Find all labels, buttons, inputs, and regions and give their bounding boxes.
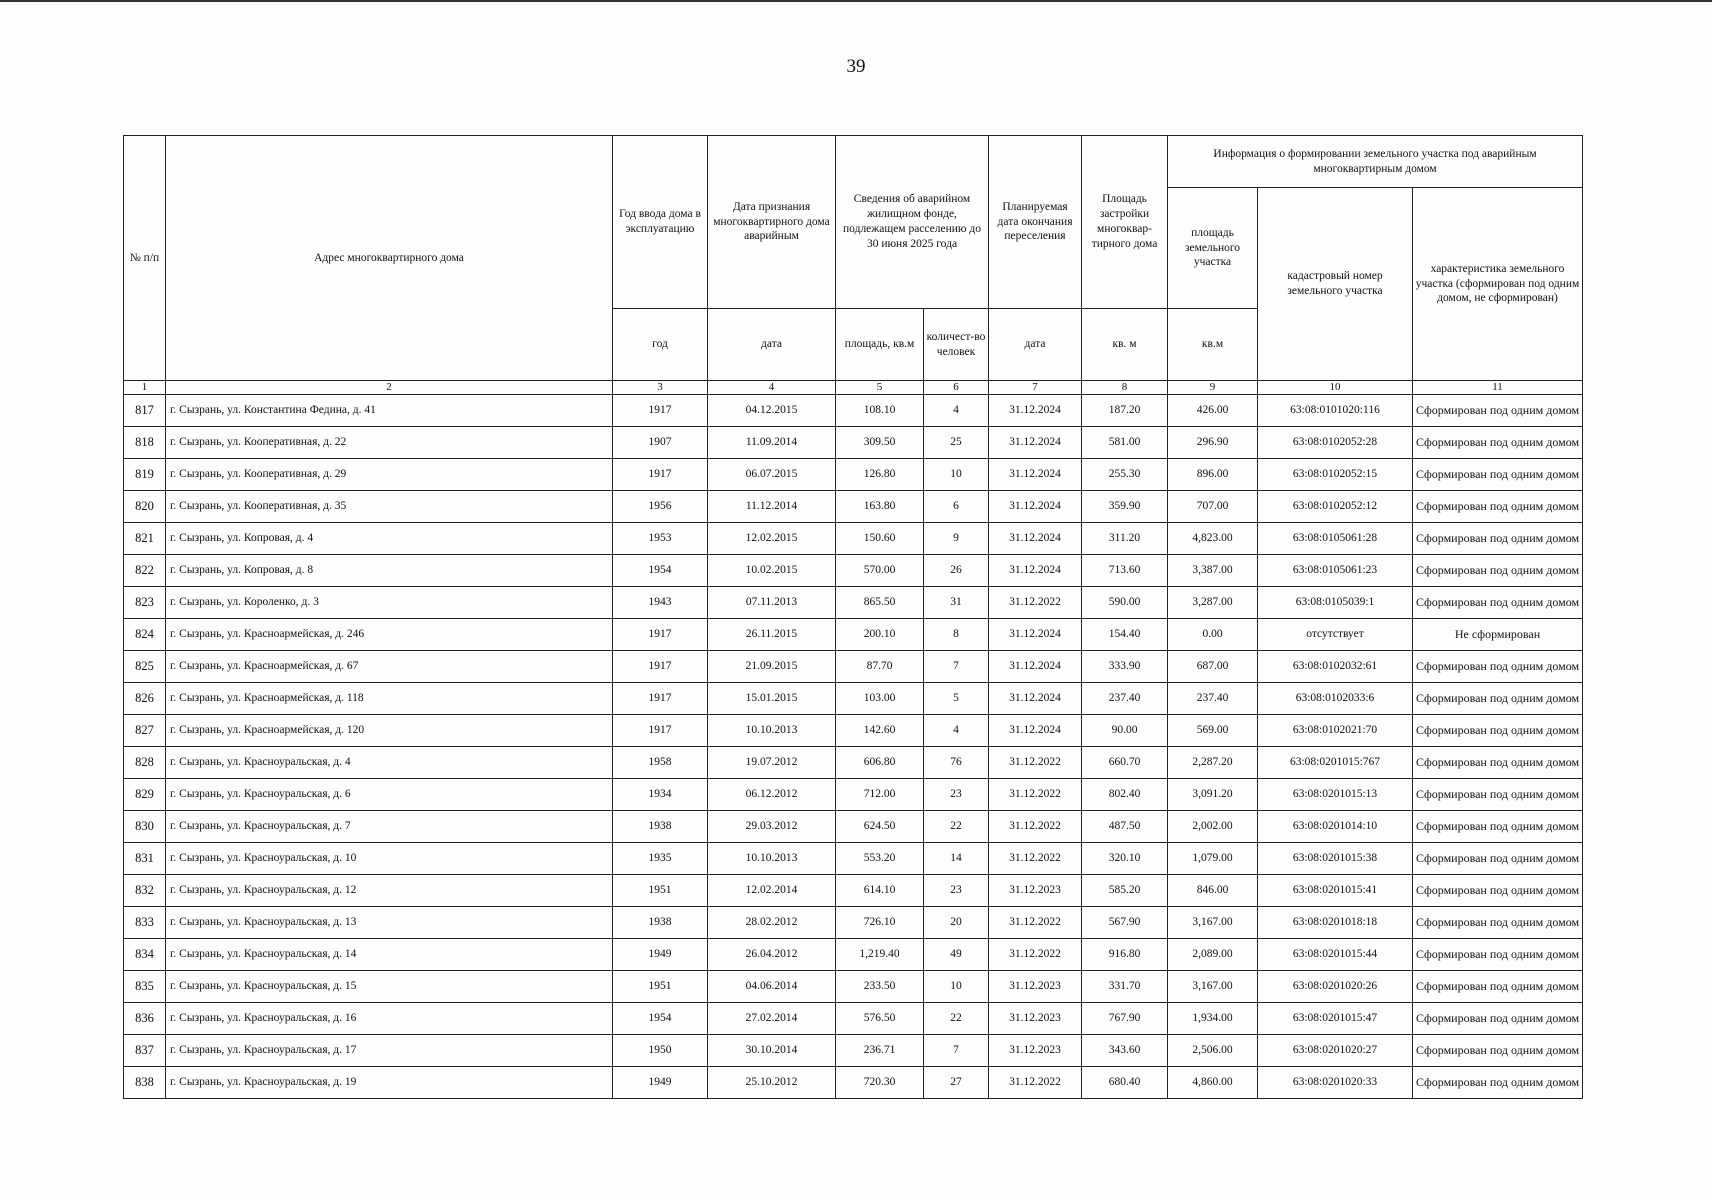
area-cell: 570.00 [836, 555, 924, 587]
address-cell: г. Сызрань, ул. Красноуральская, д. 10 [166, 843, 613, 875]
built-area-cell: 90.00 [1082, 715, 1168, 747]
people-cell: 4 [924, 715, 989, 747]
table-row [124, 875, 1583, 907]
built-area-cell: 255.30 [1082, 459, 1168, 491]
planned-date-cell: 31.12.2022 [989, 779, 1082, 811]
area-cell: 150.60 [836, 523, 924, 555]
area-cell: 142.60 [836, 715, 924, 747]
address-cell: г. Сызрань, ул. Красноуральская, д. 4 [166, 747, 613, 779]
table-row [124, 683, 1583, 715]
table-row [124, 779, 1583, 811]
people-cell: 10 [924, 459, 989, 491]
planned-date-cell: 31.12.2024 [989, 523, 1082, 555]
planned-date-cell: 31.12.2024 [989, 715, 1082, 747]
header-built-area: Площадь застройки многоквар-тирного дома [1082, 136, 1168, 309]
land-char-cell: Сформирован под одним домом [1413, 715, 1583, 747]
column-number: 9 [1168, 381, 1258, 395]
people-cell: 25 [924, 427, 989, 459]
land-char-cell: Не сформирован [1413, 619, 1583, 651]
year-cell: 1950 [613, 1035, 708, 1067]
address-cell: г. Сызрань, ул. Красноармейская, д. 246 [166, 619, 613, 651]
year-cell: 1953 [613, 523, 708, 555]
year-cell: 1907 [613, 427, 708, 459]
built-area-cell: 331.70 [1082, 971, 1168, 1003]
built-area-cell: 320.10 [1082, 843, 1168, 875]
land-area-cell: 2,089.00 [1168, 939, 1258, 971]
row-number: 835 [124, 971, 166, 1003]
column-number: 3 [613, 381, 708, 395]
built-area-cell: 581.00 [1082, 427, 1168, 459]
table-row [124, 715, 1583, 747]
area-cell: 624.50 [836, 811, 924, 843]
planned-date-cell: 31.12.2024 [989, 395, 1082, 427]
row-number: 819 [124, 459, 166, 491]
year-cell: 1938 [613, 907, 708, 939]
row-number: 830 [124, 811, 166, 843]
area-cell: 236.71 [836, 1035, 924, 1067]
built-area-cell: 590.00 [1082, 587, 1168, 619]
table-row [124, 651, 1583, 683]
header-land-info: Информация о формировании земельного участка под аварийным многоквартирным домом [1168, 136, 1583, 188]
table-row [124, 459, 1583, 491]
people-cell: 20 [924, 907, 989, 939]
land-area-cell: 2,287.20 [1168, 747, 1258, 779]
row-number: 832 [124, 875, 166, 907]
year-cell: 1917 [613, 459, 708, 491]
cadastral-cell: 63:08:0102033:6 [1258, 683, 1413, 715]
cadastral-cell: отсутствует [1258, 619, 1413, 651]
recognition-date-cell: 15.01.2015 [708, 683, 836, 715]
recognition-date-cell: 12.02.2015 [708, 523, 836, 555]
planned-date-cell: 31.12.2024 [989, 427, 1082, 459]
recognition-date-cell: 11.12.2014 [708, 491, 836, 523]
people-cell: 10 [924, 971, 989, 1003]
land-char-cell: Сформирован под одним домом [1413, 395, 1583, 427]
header-unit-year: год [613, 309, 708, 381]
address-cell: г. Сызрань, ул. Копровая, д. 4 [166, 523, 613, 555]
people-cell: 14 [924, 843, 989, 875]
header-unit-date: дата [708, 309, 836, 381]
year-cell: 1949 [613, 939, 708, 971]
planned-date-cell: 31.12.2022 [989, 907, 1082, 939]
cadastral-cell: 63:08:0102032:61 [1258, 651, 1413, 683]
row-number: 836 [124, 1003, 166, 1035]
recognition-date-cell: 28.02.2012 [708, 907, 836, 939]
cadastral-cell: 63:08:0101020:116 [1258, 395, 1413, 427]
address-cell: г. Сызрань, ул. Кооперативная, д. 22 [166, 427, 613, 459]
emergency-housing-table [123, 135, 1583, 1099]
column-number: 10 [1258, 381, 1413, 395]
people-cell: 22 [924, 1003, 989, 1035]
recognition-date-cell: 27.02.2014 [708, 1003, 836, 1035]
table-row [124, 843, 1583, 875]
recognition-date-cell: 06.07.2015 [708, 459, 836, 491]
people-cell: 9 [924, 523, 989, 555]
area-cell: 200.10 [836, 619, 924, 651]
recognition-date-cell: 29.03.2012 [708, 811, 836, 843]
land-area-cell: 1,079.00 [1168, 843, 1258, 875]
address-cell: г. Сызрань, ул. Красноуральская, д. 13 [166, 907, 613, 939]
header-date-recognition: Дата признания многоквартирного дома аварийным [708, 136, 836, 309]
row-number: 827 [124, 715, 166, 747]
address-cell: г. Сызрань, ул. Красноармейская, д. 120 [166, 715, 613, 747]
cadastral-cell: 63:08:0201015:41 [1258, 875, 1413, 907]
built-area-cell: 487.50 [1082, 811, 1168, 843]
table-row [124, 939, 1583, 971]
recognition-date-cell: 04.06.2014 [708, 971, 836, 1003]
cadastral-cell: 63:08:0201015:38 [1258, 843, 1413, 875]
column-number: 11 [1413, 381, 1583, 395]
planned-date-cell: 31.12.2022 [989, 747, 1082, 779]
people-cell: 26 [924, 555, 989, 587]
planned-date-cell: 31.12.2022 [989, 811, 1082, 843]
people-cell: 6 [924, 491, 989, 523]
planned-date-cell: 31.12.2022 [989, 1067, 1082, 1099]
area-cell: 553.20 [836, 843, 924, 875]
row-number: 823 [124, 587, 166, 619]
land-char-cell: Сформирован под одним домом [1413, 683, 1583, 715]
recognition-date-cell: 10.02.2015 [708, 555, 836, 587]
area-cell: 87.70 [836, 651, 924, 683]
area-cell: 576.50 [836, 1003, 924, 1035]
column-number: 4 [708, 381, 836, 395]
header-year-input: Год ввода дома в эксплуатацию [613, 136, 708, 309]
planned-date-cell: 31.12.2024 [989, 683, 1082, 715]
row-number: 829 [124, 779, 166, 811]
recognition-date-cell: 19.07.2012 [708, 747, 836, 779]
cadastral-cell: 63:08:0201018:18 [1258, 907, 1413, 939]
land-char-cell: Сформирован под одним домом [1413, 651, 1583, 683]
row-number: 818 [124, 427, 166, 459]
address-cell: г. Сызрань, ул. Константина Федина, д. 41 [166, 395, 613, 427]
header-unit-people: количест-во человек [924, 309, 989, 381]
year-cell: 1938 [613, 811, 708, 843]
planned-date-cell: 31.12.2024 [989, 459, 1082, 491]
built-area-cell: 311.20 [1082, 523, 1168, 555]
land-area-cell: 2,506.00 [1168, 1035, 1258, 1067]
planned-date-cell: 31.12.2024 [989, 555, 1082, 587]
land-char-cell: Сформирован под одним домом [1413, 843, 1583, 875]
cadastral-cell: 63:08:0201015:44 [1258, 939, 1413, 971]
planned-date-cell: 31.12.2023 [989, 1035, 1082, 1067]
header-land-char: характеристика земельного участка (сформирован под одним домом, не сформирован) [1413, 188, 1583, 381]
built-area-cell: 359.90 [1082, 491, 1168, 523]
year-cell: 1951 [613, 971, 708, 1003]
land-char-cell: Сформирован под одним домом [1413, 875, 1583, 907]
area-cell: 163.80 [836, 491, 924, 523]
area-cell: 726.10 [836, 907, 924, 939]
year-cell: 1951 [613, 875, 708, 907]
row-number: 828 [124, 747, 166, 779]
header-unit-date2: дата [989, 309, 1082, 381]
land-area-cell: 426.00 [1168, 395, 1258, 427]
area-cell: 233.50 [836, 971, 924, 1003]
row-number: 821 [124, 523, 166, 555]
cadastral-cell: 63:08:0201014:10 [1258, 811, 1413, 843]
cadastral-cell: 63:08:0102052:15 [1258, 459, 1413, 491]
land-char-cell: Сформирован под одним домом [1413, 523, 1583, 555]
area-cell: 309.50 [836, 427, 924, 459]
recognition-date-cell: 26.04.2012 [708, 939, 836, 971]
row-number: 822 [124, 555, 166, 587]
year-cell: 1935 [613, 843, 708, 875]
table-row [124, 1067, 1583, 1099]
column-number: 5 [836, 381, 924, 395]
table-body [124, 395, 1583, 1099]
table-row [124, 619, 1583, 651]
people-cell: 31 [924, 587, 989, 619]
header-unit-sqm2: кв.м [1168, 309, 1258, 381]
cadastral-cell: 63:08:0105061:23 [1258, 555, 1413, 587]
page-number: 39 [846, 56, 866, 77]
address-cell: г. Сызрань, ул. Красноуральская, д. 15 [166, 971, 613, 1003]
page-top-border [0, 0, 1712, 2]
area-cell: 865.50 [836, 587, 924, 619]
area-cell: 614.10 [836, 875, 924, 907]
people-cell: 8 [924, 619, 989, 651]
people-cell: 4 [924, 395, 989, 427]
address-cell: г. Сызрань, ул. Красноуральская, д. 6 [166, 779, 613, 811]
row-number: 831 [124, 843, 166, 875]
cadastral-cell: 63:08:0102052:28 [1258, 427, 1413, 459]
header-emergency-info: Сведения об аварийном жилищном фонде, подлежащем расселению до 30 июня 2025 года [836, 136, 989, 309]
address-cell: г. Сызрань, ул. Красноуральская, д. 19 [166, 1067, 613, 1099]
cadastral-cell: 63:08:0105039:1 [1258, 587, 1413, 619]
built-area-cell: 567.90 [1082, 907, 1168, 939]
people-cell: 22 [924, 811, 989, 843]
row-number: 817 [124, 395, 166, 427]
people-cell: 7 [924, 651, 989, 683]
people-cell: 23 [924, 779, 989, 811]
recognition-date-cell: 06.12.2012 [708, 779, 836, 811]
recognition-date-cell: 30.10.2014 [708, 1035, 836, 1067]
land-area-cell: 3,287.00 [1168, 587, 1258, 619]
table-row [124, 907, 1583, 939]
cadastral-cell: 63:08:0102052:12 [1258, 491, 1413, 523]
land-char-cell: Сформирован под одним домом [1413, 747, 1583, 779]
land-char-cell: Сформирован под одним домом [1413, 555, 1583, 587]
land-char-cell: Сформирован под одним домом [1413, 427, 1583, 459]
column-number: 6 [924, 381, 989, 395]
area-cell: 103.00 [836, 683, 924, 715]
recognition-date-cell: 10.10.2013 [708, 715, 836, 747]
area-cell: 108.10 [836, 395, 924, 427]
land-char-cell: Сформирован под одним домом [1413, 907, 1583, 939]
cadastral-cell: 63:08:0201020:33 [1258, 1067, 1413, 1099]
land-area-cell: 3,387.00 [1168, 555, 1258, 587]
column-numbers-row [124, 381, 1583, 395]
land-area-cell: 707.00 [1168, 491, 1258, 523]
table-row [124, 523, 1583, 555]
recognition-date-cell: 25.10.2012 [708, 1067, 836, 1099]
row-number: 837 [124, 1035, 166, 1067]
table-row [124, 1003, 1583, 1035]
built-area-cell: 333.90 [1082, 651, 1168, 683]
planned-date-cell: 31.12.2023 [989, 1003, 1082, 1035]
recognition-date-cell: 21.09.2015 [708, 651, 836, 683]
built-area-cell: 343.60 [1082, 1035, 1168, 1067]
table-row [124, 427, 1583, 459]
land-area-cell: 2,002.00 [1168, 811, 1258, 843]
header-unit-sqm: кв. м [1082, 309, 1168, 381]
row-number: 820 [124, 491, 166, 523]
recognition-date-cell: 07.11.2013 [708, 587, 836, 619]
row-number: 833 [124, 907, 166, 939]
land-char-cell: Сформирован под одним домом [1413, 1003, 1583, 1035]
year-cell: 1917 [613, 619, 708, 651]
table-row [124, 971, 1583, 1003]
address-cell: г. Сызрань, ул. Кооперативная, д. 29 [166, 459, 613, 491]
cadastral-cell: 63:08:0201015:767 [1258, 747, 1413, 779]
land-char-cell: Сформирован под одним домом [1413, 811, 1583, 843]
planned-date-cell: 31.12.2022 [989, 587, 1082, 619]
built-area-cell: 660.70 [1082, 747, 1168, 779]
area-cell: 712.00 [836, 779, 924, 811]
table-row [124, 811, 1583, 843]
land-area-cell: 0.00 [1168, 619, 1258, 651]
planned-date-cell: 31.12.2022 [989, 843, 1082, 875]
land-area-cell: 896.00 [1168, 459, 1258, 491]
land-area-cell: 3,091.20 [1168, 779, 1258, 811]
year-cell: 1958 [613, 747, 708, 779]
people-cell: 23 [924, 875, 989, 907]
land-area-cell: 237.40 [1168, 683, 1258, 715]
row-number: 826 [124, 683, 166, 715]
address-cell: г. Сызрань, ул. Красноуральская, д. 7 [166, 811, 613, 843]
built-area-cell: 187.20 [1082, 395, 1168, 427]
address-cell: г. Сызрань, ул. Красноуральская, д. 17 [166, 1035, 613, 1067]
address-cell: г. Сызрань, ул. Красноармейская, д. 118 [166, 683, 613, 715]
year-cell: 1917 [613, 651, 708, 683]
built-area-cell: 154.40 [1082, 619, 1168, 651]
recognition-date-cell: 26.11.2015 [708, 619, 836, 651]
planned-date-cell: 31.12.2024 [989, 619, 1082, 651]
header-cadastral: кадастровый номер земельного участка [1258, 188, 1413, 381]
recognition-date-cell: 10.10.2013 [708, 843, 836, 875]
year-cell: 1954 [613, 555, 708, 587]
built-area-cell: 916.80 [1082, 939, 1168, 971]
cadastral-cell: 63:08:0105061:28 [1258, 523, 1413, 555]
built-area-cell: 237.40 [1082, 683, 1168, 715]
row-number: 838 [124, 1067, 166, 1099]
area-cell: 606.80 [836, 747, 924, 779]
address-cell: г. Сызрань, ул. Красноуральская, д. 16 [166, 1003, 613, 1035]
row-number: 834 [124, 939, 166, 971]
cadastral-cell: 63:08:0201015:13 [1258, 779, 1413, 811]
table-row [124, 491, 1583, 523]
year-cell: 1943 [613, 587, 708, 619]
planned-date-cell: 31.12.2023 [989, 875, 1082, 907]
table-row [124, 555, 1583, 587]
land-area-cell: 3,167.00 [1168, 971, 1258, 1003]
land-char-cell: Сформирован под одним домом [1413, 491, 1583, 523]
land-area-cell: 296.90 [1168, 427, 1258, 459]
people-cell: 49 [924, 939, 989, 971]
header-unit-area: площадь, кв.м [836, 309, 924, 381]
table-row [124, 587, 1583, 619]
built-area-cell: 713.60 [1082, 555, 1168, 587]
address-cell: г. Сызрань, ул. Кооперативная, д. 35 [166, 491, 613, 523]
year-cell: 1956 [613, 491, 708, 523]
planned-date-cell: 31.12.2024 [989, 651, 1082, 683]
column-number: 2 [166, 381, 613, 395]
header-land-area: площадь земельного участка [1168, 188, 1258, 309]
land-area-cell: 3,167.00 [1168, 907, 1258, 939]
year-cell: 1917 [613, 715, 708, 747]
header-planned-date: Планируемая дата окончания переселения [989, 136, 1082, 309]
planned-date-cell: 31.12.2022 [989, 939, 1082, 971]
land-char-cell: Сформирован под одним домом [1413, 939, 1583, 971]
table-row [124, 747, 1583, 779]
recognition-date-cell: 04.12.2015 [708, 395, 836, 427]
planned-date-cell: 31.12.2023 [989, 971, 1082, 1003]
cadastral-cell: 63:08:0201020:26 [1258, 971, 1413, 1003]
land-char-cell: Сформирован под одним домом [1413, 1035, 1583, 1067]
land-char-cell: Сформирован под одним домом [1413, 971, 1583, 1003]
people-cell: 76 [924, 747, 989, 779]
address-cell: г. Сызрань, ул. Короленко, д. 3 [166, 587, 613, 619]
row-number: 824 [124, 619, 166, 651]
land-area-cell: 4,860.00 [1168, 1067, 1258, 1099]
table-header [124, 136, 1583, 395]
year-cell: 1954 [613, 1003, 708, 1035]
people-cell: 27 [924, 1067, 989, 1099]
area-cell: 720.30 [836, 1067, 924, 1099]
land-area-cell: 846.00 [1168, 875, 1258, 907]
recognition-date-cell: 12.02.2014 [708, 875, 836, 907]
address-cell: г. Сызрань, ул. Красноуральская, д. 12 [166, 875, 613, 907]
built-area-cell: 585.20 [1082, 875, 1168, 907]
area-cell: 1,219.40 [836, 939, 924, 971]
column-number: 1 [124, 381, 166, 395]
table-row [124, 1035, 1583, 1067]
column-number: 7 [989, 381, 1082, 395]
built-area-cell: 680.40 [1082, 1067, 1168, 1099]
year-cell: 1934 [613, 779, 708, 811]
planned-date-cell: 31.12.2024 [989, 491, 1082, 523]
table-row [124, 395, 1583, 427]
year-cell: 1949 [613, 1067, 708, 1099]
cadastral-cell: 63:08:0201015:47 [1258, 1003, 1413, 1035]
land-char-cell: Сформирован под одним домом [1413, 459, 1583, 491]
land-area-cell: 4,823.00 [1168, 523, 1258, 555]
land-area-cell: 569.00 [1168, 715, 1258, 747]
cadastral-cell: 63:08:0201020:27 [1258, 1035, 1413, 1067]
address-cell: г. Сызрань, ул. Красноармейская, д. 67 [166, 651, 613, 683]
land-char-cell: Сформирован под одним домом [1413, 587, 1583, 619]
people-cell: 5 [924, 683, 989, 715]
address-cell: г. Сызрань, ул. Копровая, д. 8 [166, 555, 613, 587]
recognition-date-cell: 11.09.2014 [708, 427, 836, 459]
built-area-cell: 802.40 [1082, 779, 1168, 811]
land-area-cell: 687.00 [1168, 651, 1258, 683]
land-char-cell: Сформирован под одним домом [1413, 779, 1583, 811]
column-number: 8 [1082, 381, 1168, 395]
land-char-cell: Сформирован под одним домом [1413, 1067, 1583, 1099]
row-number: 825 [124, 651, 166, 683]
year-cell: 1917 [613, 683, 708, 715]
header-num: № п/п [124, 136, 166, 381]
area-cell: 126.80 [836, 459, 924, 491]
address-cell: г. Сызрань, ул. Красноуральская, д. 14 [166, 939, 613, 971]
cadastral-cell: 63:08:0102021:70 [1258, 715, 1413, 747]
header-address: Адрес многоквартирного дома [166, 136, 613, 381]
people-cell: 7 [924, 1035, 989, 1067]
built-area-cell: 767.90 [1082, 1003, 1168, 1035]
year-cell: 1917 [613, 395, 708, 427]
land-area-cell: 1,934.00 [1168, 1003, 1258, 1035]
